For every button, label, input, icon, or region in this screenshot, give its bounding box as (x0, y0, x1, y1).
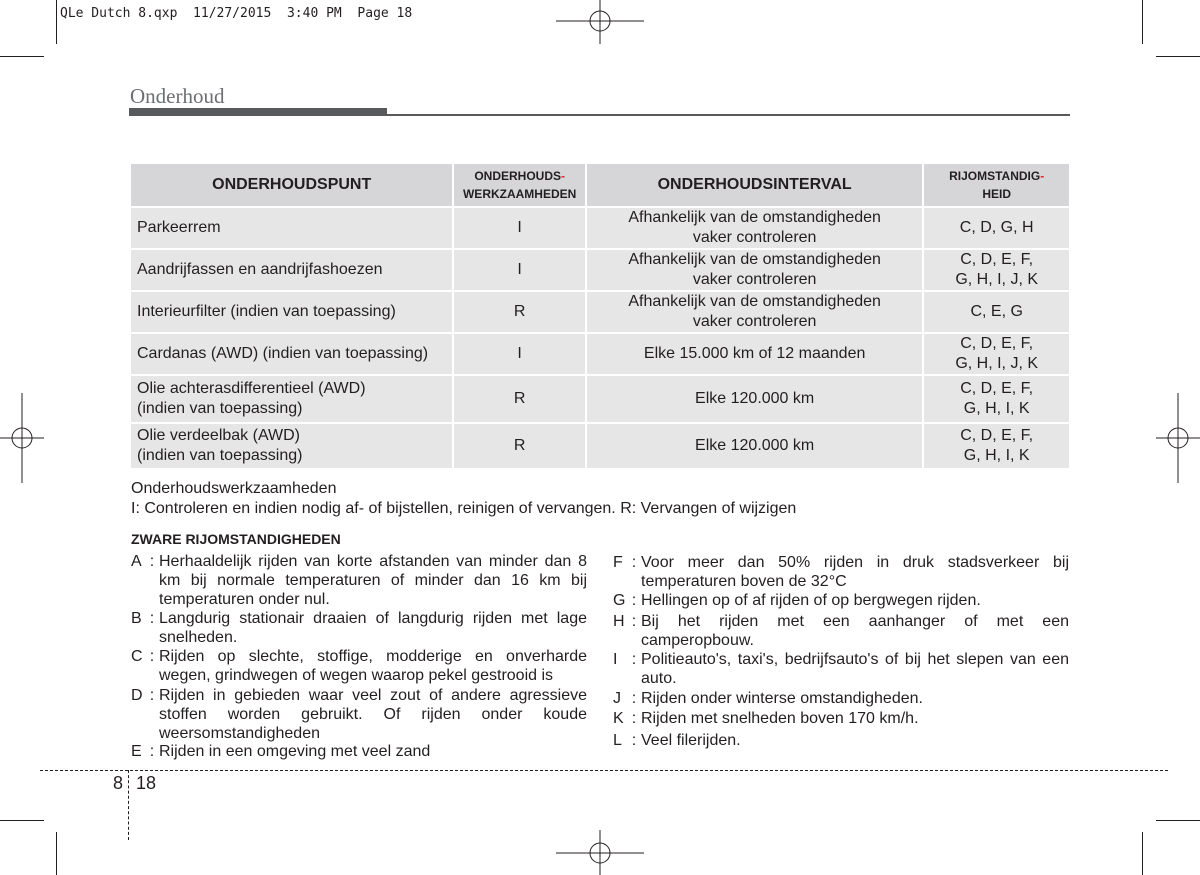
cell-driving-conditions-line: C, D, E, F, (960, 251, 1034, 268)
footer-divider (40, 770, 1168, 771)
cell-maintenance-point-line: Olie verdeelbak (AWD) (137, 427, 301, 444)
condition-key: D (131, 687, 143, 704)
table-row (131, 250, 1069, 292)
cell-maintenance-point (131, 292, 452, 334)
condition-key: K (613, 710, 624, 727)
header-maintenance-point: ONDERHOUDSPUNT (131, 164, 452, 208)
cell-maintenance-work-line: I (517, 219, 522, 236)
cell-maintenance-work (454, 250, 585, 292)
crop-mark (56, 0, 57, 44)
condition-separator: : (631, 732, 637, 749)
crop-mark (56, 832, 57, 875)
cell-maintenance-interval-line: Elke 120.000 km (695, 390, 815, 407)
cell-maintenance-point (131, 250, 452, 292)
cell-driving-conditions-line: C, E, G (970, 303, 1023, 320)
cell-maintenance-point (131, 424, 452, 470)
condition-key: J (613, 690, 621, 707)
table-header-row (131, 164, 1069, 208)
crop-mark (0, 820, 44, 821)
cell-maintenance-interval-line: vaker controleren (692, 271, 817, 288)
cell-maintenance-interval (587, 208, 922, 250)
condition-key: C (131, 648, 143, 665)
table-row (131, 376, 1069, 424)
cell-driving-conditions-line: C, D, G, H (959, 219, 1034, 236)
condition-text: Langdurig stationair draaien of langdurig rijden met lage snelheden. (159, 610, 587, 646)
cell-driving-conditions-line: C, D, E, F, (960, 335, 1034, 352)
condition-item (613, 709, 1069, 728)
condition-item (131, 552, 587, 609)
section-title: Onderhoud (130, 84, 225, 108)
condition-key: I (613, 651, 618, 668)
condition-key: B (131, 610, 142, 627)
crop-mark (1142, 832, 1143, 875)
header-conditions-hyphen: - (1040, 169, 1045, 183)
header-conditions-line2: HEID (982, 187, 1012, 201)
cell-maintenance-interval-line: vaker controleren (692, 229, 817, 246)
condition-separator: : (631, 710, 637, 727)
condition-item (613, 612, 1069, 650)
cell-driving-conditions-line: G, H, I, K (963, 400, 1030, 417)
cell-maintenance-work (454, 376, 585, 424)
header-conditions-line1: RIJOMSTANDIG (949, 169, 1041, 183)
legend-text: I: Controleren en indien nodig af- of bijstellen, reinigen of vervangen. R: Vervangen of wijzigen (131, 500, 797, 517)
header-driving-conditions (924, 164, 1069, 208)
cell-maintenance-interval-line: Elke 15.000 km of 12 maanden (643, 345, 866, 362)
cell-maintenance-work (454, 292, 585, 334)
condition-separator: : (631, 554, 637, 571)
cell-driving-conditions (924, 376, 1069, 424)
registration-mark-icon (556, 0, 644, 48)
condition-separator: : (631, 592, 637, 609)
footer-divider-vertical (128, 770, 129, 840)
condition-item (613, 650, 1069, 688)
cell-maintenance-work (454, 208, 585, 250)
cell-maintenance-point (131, 376, 452, 424)
crop-mark (1156, 56, 1200, 57)
cell-maintenance-work-line: R (513, 303, 526, 320)
registration-mark-icon (556, 830, 644, 875)
condition-item (613, 731, 1069, 750)
cell-driving-conditions (924, 250, 1069, 292)
condition-separator: : (149, 743, 155, 760)
condition-item (613, 689, 1069, 708)
cell-maintenance-point-line: Aandrijfassen en aandrijfashoezen (137, 261, 383, 278)
condition-text: Rijden in een omgeving met veel zand (159, 743, 431, 760)
chapter-number: 8 (113, 773, 124, 793)
cell-maintenance-work (454, 424, 585, 470)
crop-mark (1142, 0, 1143, 44)
cell-maintenance-interval-line: Elke 120.000 km (695, 437, 815, 454)
cell-driving-conditions-line: C, D, E, F, (960, 380, 1034, 397)
table-row (131, 424, 1069, 470)
header-work-line1: ONDERHOUDS (474, 169, 561, 183)
condition-text: Politieauto's, taxi's, bedrijfsauto's of bij het slepen van een auto. (641, 651, 1069, 687)
condition-text: Rijden in gebieden waar veel zout of andere agressieve stoffen worden gebruikt. Of rijden onder koude weersomstandigheden (159, 687, 587, 742)
condition-key: E (131, 743, 142, 760)
cell-driving-conditions-line: C, D, E, F, (960, 427, 1034, 444)
print-header: QLe Dutch 8.qxp 11/27/2015 3:40 PM Page 18 (60, 6, 413, 21)
cell-maintenance-interval (587, 292, 922, 334)
registration-mark-icon (1156, 393, 1200, 483)
crop-mark (1156, 820, 1200, 821)
condition-text: Voor meer dan 50% rijden in druk stadsverkeer bij temperaturen boven de 32°C (641, 554, 1069, 590)
cell-driving-conditions (924, 208, 1069, 250)
cell-maintenance-interval-line: Afhankelijk van de omstandigheden (628, 251, 881, 268)
condition-text: Rijden op slechte, stoffige, modderige en onverharde wegen, grindwegen of wegen waarop pekel gestrooid is (159, 648, 587, 684)
cell-maintenance-point-line: (indien van toepassing) (137, 447, 303, 464)
condition-text: Rijden met snelheden boven 170 km/h. (641, 710, 919, 727)
condition-item (131, 686, 587, 743)
table-row (131, 292, 1069, 334)
cell-maintenance-point (131, 208, 452, 250)
condition-item (131, 742, 587, 761)
condition-separator: : (149, 553, 155, 570)
condition-separator: : (631, 651, 637, 668)
header-work-line2: WERKZAAMHEDEN (462, 187, 577, 201)
cell-driving-conditions-line: G, H, I, J, K (955, 271, 1039, 288)
cell-driving-conditions (924, 424, 1069, 470)
condition-text: Bij het rijden met een aanhanger of met een camperopbouw. (641, 613, 1069, 649)
cell-maintenance-interval-line: vaker controleren (692, 313, 817, 330)
cell-driving-conditions-line: G, H, I, K (963, 447, 1030, 464)
condition-item (131, 609, 587, 647)
legend-title: Onderhoudswerkzaamheden (131, 480, 337, 497)
cell-maintenance-work-line: R (513, 390, 526, 407)
condition-key: A (131, 553, 142, 570)
condition-text: Rijden onder winterse omstandigheden. (641, 690, 923, 707)
condition-separator: : (631, 613, 637, 630)
crop-mark (0, 56, 44, 57)
title-rule-thin (387, 114, 1070, 116)
cell-driving-conditions (924, 292, 1069, 334)
condition-text: Veel filerijden. (641, 732, 741, 749)
condition-separator: : (631, 690, 637, 707)
condition-separator: : (149, 610, 155, 627)
condition-separator: : (149, 648, 155, 665)
condition-key: G (613, 592, 626, 609)
condition-key: H (613, 613, 625, 630)
table-row (131, 334, 1069, 376)
cell-maintenance-work-line: I (517, 345, 522, 362)
cell-maintenance-interval (587, 250, 922, 292)
cell-maintenance-point-line: Olie achterasdifferentieel (AWD) (137, 380, 366, 397)
cell-maintenance-interval-line: Afhankelijk van de omstandigheden (628, 293, 881, 310)
cell-maintenance-work-line: R (513, 437, 526, 454)
condition-item (613, 553, 1069, 591)
cell-driving-conditions (924, 334, 1069, 376)
header-maintenance-interval: ONDERHOUDSINTERVAL (587, 164, 922, 208)
condition-item (613, 591, 1069, 610)
cell-maintenance-point-line: Cardanas (AWD) (indien van toepassing) (137, 345, 429, 362)
cell-maintenance-interval (587, 376, 922, 424)
table-row (131, 208, 1069, 250)
cell-maintenance-work-line: I (517, 261, 522, 278)
condition-key: F (613, 554, 623, 571)
maintenance-table (129, 164, 1071, 470)
heavy-conditions-title: ZWARE RIJOMSTANDIGHEDEN (131, 531, 341, 547)
header-maintenance-work (454, 164, 585, 208)
condition-item (131, 647, 587, 685)
cell-maintenance-work (454, 334, 585, 376)
title-rule-thick (129, 108, 387, 116)
cell-maintenance-interval-line: Afhankelijk van de omstandigheden (628, 209, 881, 226)
cell-maintenance-point-line: Interieurfilter (indien van toepassing) (137, 303, 396, 320)
cell-maintenance-point-line: (indien van toepassing) (137, 400, 303, 417)
cell-maintenance-interval (587, 334, 922, 376)
cell-maintenance-point-line: Parkeerrem (137, 219, 221, 236)
registration-mark-icon (0, 393, 44, 483)
condition-text: Hellingen op of af rijden of op bergwegen rijden. (641, 592, 981, 609)
header-work-hyphen: - (560, 169, 565, 183)
condition-separator: : (149, 687, 155, 704)
cell-maintenance-point (131, 334, 452, 376)
cell-maintenance-interval (587, 424, 922, 470)
cell-driving-conditions-line: G, H, I, J, K (955, 355, 1039, 372)
condition-text: Herhaaldelijk rijden van korte afstanden van minder dan 8 km bij normale temperaturen of minder dan 16 km bij temperaturen onder nul. (159, 553, 587, 608)
condition-key: L (613, 732, 622, 749)
page-number: 18 (136, 773, 157, 793)
